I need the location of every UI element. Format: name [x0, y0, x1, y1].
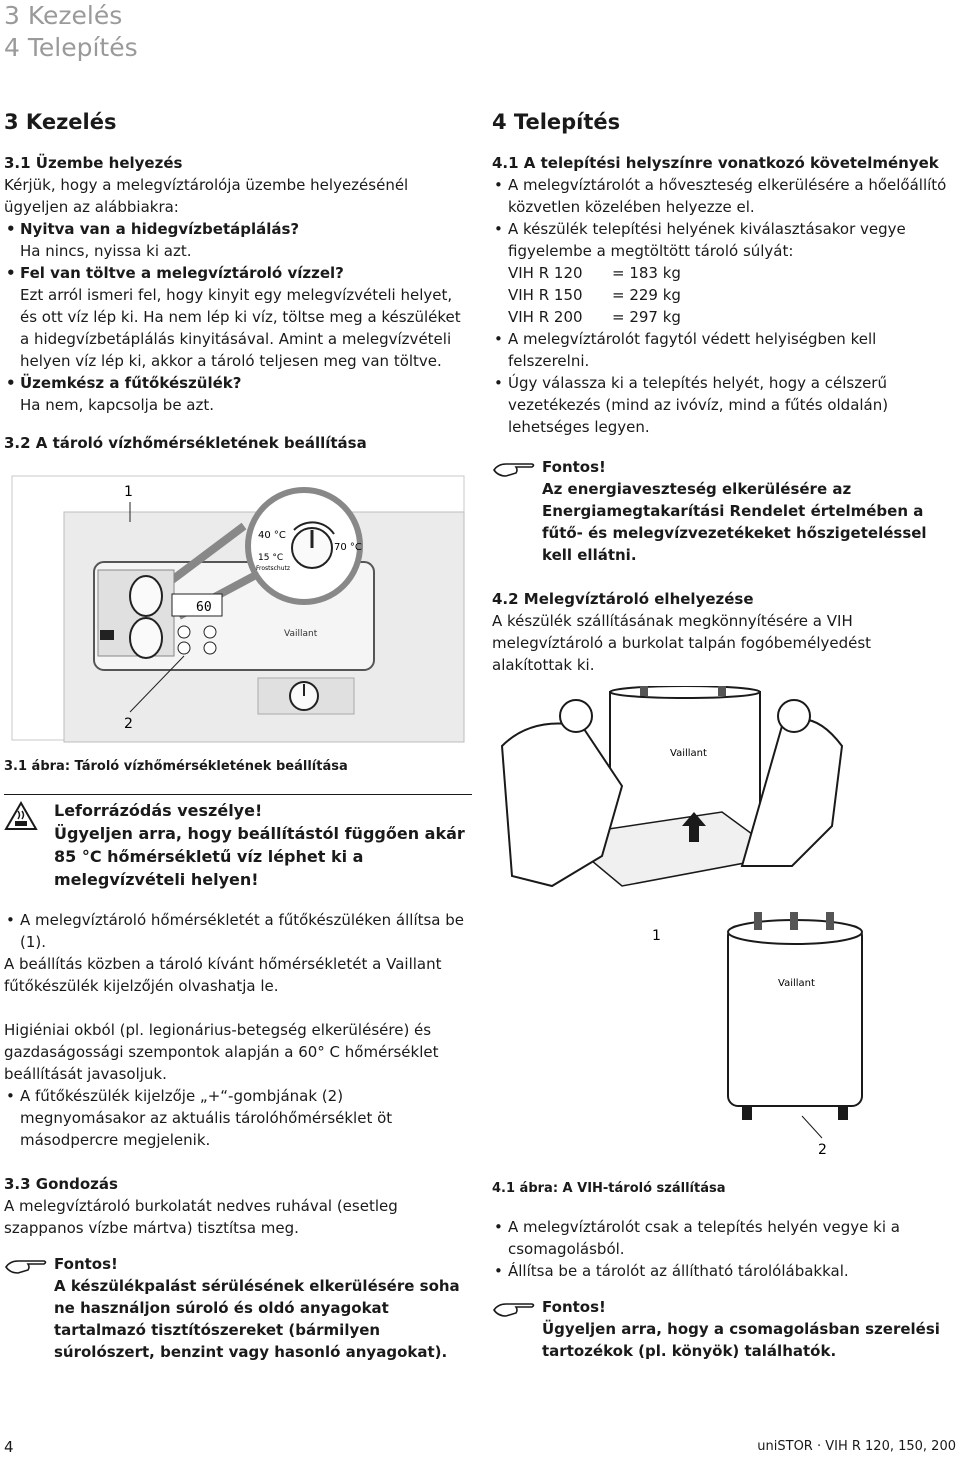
weight-value: = 297 kg: [612, 308, 681, 326]
bullet-near-heater: • A melegvíztárolót a hőveszteség elkerülésére a hőelőállító közvetlen közelében helyezze el.: [492, 174, 954, 218]
boiler-control-panel-illustration: [4, 466, 472, 756]
right-column: [492, 108, 954, 1362]
chapter-title-kezeles: 3 Kezelés: [4, 110, 117, 134]
section-4-2-text: A készülék szállításának megkönnyítésére a VIH melegvíztároló a burkolat talpán fogóbemélyedést alakítottak ki.: [492, 612, 872, 674]
bullet-cold-water-text: Ha nincs, nyissa ki azt.: [20, 242, 192, 260]
display-readout: 60: [196, 600, 212, 615]
bullet-weight: • A készülék telepítési helyének kiválasztásakor vegye figyelembe a megtöltött tároló súlyát:: [492, 218, 954, 262]
accessories-note-text: Ügyeljen arra, hogy a csomagolásban szerelési tartozékok (pl. könyök) találhatók.: [542, 1320, 940, 1360]
boiler-brand: Vaillant: [284, 629, 318, 639]
bullet-feet: • Állítsa be a tárolót az állítható tárolólábakkal.: [492, 1260, 954, 1282]
figure-3-1: [4, 466, 472, 756]
callout-1: 1: [124, 484, 133, 500]
bullet-heater-ready-text: Ha nem, kapcsolja be azt.: [20, 396, 215, 414]
tank-brand-top: Vaillant: [670, 748, 707, 759]
temp-15-label: 15 °C: [258, 553, 284, 563]
bullet-cold-water: • Nyitva van a hidegvízbetáplálás?: [4, 218, 472, 240]
tank-transport-illustration: [492, 686, 954, 1178]
section-title-3-2: 3.2 A tároló vízhőmérsékletének beállítása: [4, 434, 367, 452]
scald-warning: [4, 794, 472, 891]
weight-table: [492, 262, 954, 328]
weight-value: = 229 kg: [612, 286, 681, 304]
chapter-title-telepites: 4 Telepítés: [492, 110, 621, 134]
care-note-title: Fontos!: [54, 1255, 118, 1273]
hygiene-paragraph: Higiéniai okból (pl. legionárius-betegség elkerülésére) és gazdaságossági szempontok alapján a 60° C hőmérséklet beállítását javasoljuk.: [4, 1021, 439, 1083]
page-number: 4: [4, 1438, 14, 1456]
setting-paragraph: A beállítás közben a tároló kívánt hőmérsékletét a Vaillant fűtőkészülék kijelzőjén olvashatja le.: [4, 955, 442, 995]
weight-value: = 183 kg: [612, 264, 681, 282]
frost-label: Frostschutz: [256, 565, 291, 572]
figure-4-1-caption: 4.1 ábra: A VIH-tároló szállítása: [492, 1181, 726, 1196]
callout-1: 1: [652, 928, 661, 944]
warning-text: Ügyeljen arra, hogy beállítástól függően akár 85 °C hőmérsékletű víz léphet ki a melegvízvételi helyen!: [54, 824, 465, 889]
bullet-tank-filled-text: Ezt arról ismeri fel, hogy kinyit egy melegvízvételi helyet, és ott víz lép ki. Ha nem lép ki víz, töltse meg a készüléket a hidegvízbetáplálás kinyitásával. Amint a melegvízvételi helyen víz lép ki, akkor a tároló teljesen meg van töltve.: [20, 286, 461, 370]
warning-title: Leforrázódás veszélye!: [54, 801, 263, 820]
pointing-hand-icon: [492, 456, 536, 480]
bullet-display-button: • A fűtőkészülék kijelzője „+“-gombjának (2) megnyomásakor az aktuális tárolóhőmérséklet öt másodpercre megjelenik.: [4, 1085, 472, 1151]
bullet-piping: • Úgy válassza ki a telepítés helyét, hogy a célszerű vezetékezés (mind az ivóvíz, mind a fűtés oldalán) lehetséges legyen.: [492, 372, 954, 438]
weight-model: VIH R 120: [508, 264, 583, 282]
pointing-hand-icon: [492, 1296, 536, 1320]
callout-2: 2: [818, 1142, 827, 1158]
section-3-3-text: A melegvíztároló burkolatát nedves ruhával (esetleg szappanos vízbe mártva) tisztítsa meg.: [4, 1197, 398, 1237]
section-title-4-2: 4.2 Melegvíztároló elhelyezése: [492, 590, 754, 608]
accessories-note: [492, 1296, 954, 1362]
care-note: [4, 1253, 472, 1363]
temp-40-label: 40 °C: [258, 530, 286, 541]
bullet-unpack: • A melegvíztárolót csak a telepítés helyén vegye ki a csomagolásból.: [492, 1216, 954, 1260]
insulation-note-text: Az energiaveszteség elkerülésére az Energiamegtakarítási Rendelet értelmében a fűtő- és melegvízvezetékeket hőszigeteléssel kell ellátni.: [542, 480, 927, 564]
bullet-set-temp: • A melegvíztároló hőmérsékletét a fűtőkészüléken állítsa be (1).: [4, 909, 472, 953]
bullet-heater-ready: • Üzemkész a fűtőkészülék?: [4, 372, 472, 394]
section-3-1-intro: Kérjük, hogy a melegvíztárolója üzembe helyezésénél ügyeljen az alábbiakra:: [4, 176, 409, 216]
care-note-text: A készülékpalást sérülésének elkerülésére soha ne használjon súroló és oldó anyagokat tartalmazó tisztítószereket (bármilyen súrolószert, benzint vagy hasonló anyagokat).: [54, 1277, 460, 1361]
pointing-hand-icon: [4, 1253, 48, 1277]
figure-4-1: [492, 686, 954, 1178]
left-column: [4, 108, 472, 1363]
insulation-note: [492, 456, 954, 566]
accessories-note-title: Fontos!: [542, 1298, 606, 1316]
temp-70-label: 70 °C: [334, 542, 362, 553]
tank-brand-bottom: Vaillant: [778, 978, 815, 989]
warning-triangle-icon: [4, 801, 38, 831]
product-name: uniSTOR · VIH R 120, 150, 200: [757, 1439, 956, 1454]
running-header-line1: 3 Kezelés: [4, 1, 123, 30]
weight-model: VIH R 150: [508, 286, 583, 304]
bullet-tank-filled: • Fel van töltve a melegvíztároló vízzel?: [4, 262, 472, 284]
section-title-3-3: 3.3 Gondozás: [4, 1175, 118, 1193]
insulation-note-title: Fontos!: [542, 458, 606, 476]
section-title-4-1: 4.1 A telepítési helyszínre vonatkozó követelmények: [492, 154, 939, 172]
weight-model: VIH R 200: [508, 308, 583, 326]
section-title-3-1: 3.1 Üzembe helyezés: [4, 154, 183, 172]
callout-2: 2: [124, 716, 133, 732]
running-header-line2: 4 Telepítés: [4, 33, 138, 62]
bullet-frost-protected: • A melegvíztárolót fagytól védett helyiségben kell felszerelni.: [492, 328, 954, 372]
figure-3-1-caption: 3.1 ábra: Tároló vízhőmérsékletének beállítása: [4, 759, 348, 774]
